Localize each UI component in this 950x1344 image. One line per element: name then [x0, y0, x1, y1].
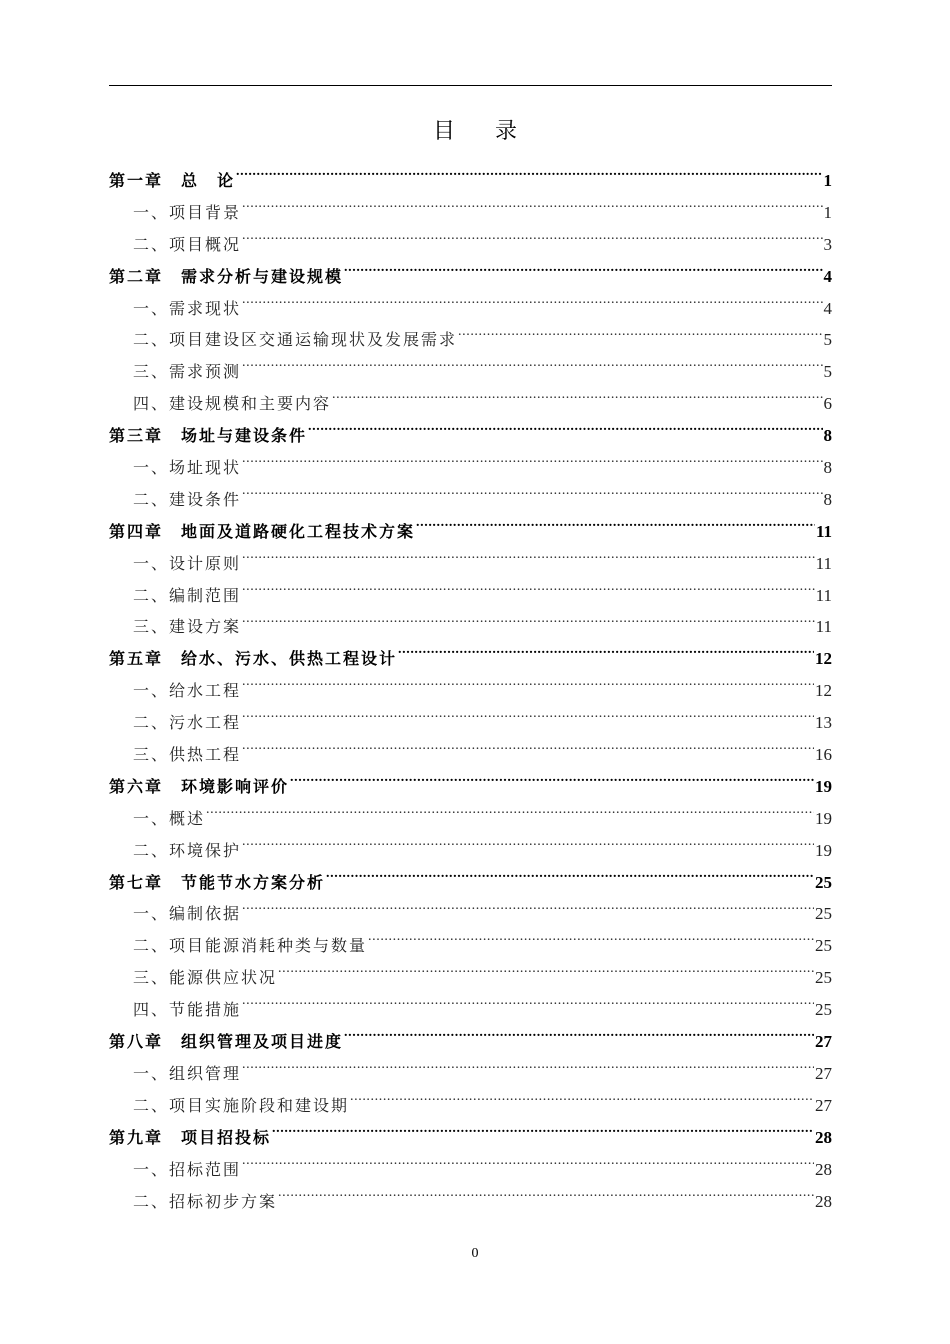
toc-entry-page: 27: [815, 1095, 832, 1115]
toc-chapter-entry[interactable]: [109, 165, 832, 197]
toc-leader-dots: [242, 234, 822, 250]
toc-entry-label: 三、能源供应状况: [133, 968, 278, 988]
toc-section-entry[interactable]: [109, 452, 832, 484]
toc-section-entry[interactable]: [109, 962, 832, 994]
toc-leader-dots: [398, 648, 814, 664]
toc-section-entry[interactable]: [109, 548, 832, 580]
toc-section-entry[interactable]: [109, 707, 832, 739]
toc-entry-label: 四、建设规模和主要内容: [133, 394, 332, 414]
toc-entry-page: 12: [815, 649, 832, 669]
table-of-contents: [109, 165, 832, 1217]
toc-section-entry[interactable]: [109, 388, 832, 420]
toc-entry-page: 6: [823, 394, 832, 414]
toc-section-entry[interactable]: [109, 803, 832, 835]
toc-entry-page: 12: [815, 681, 832, 701]
toc-entry-page: 25: [815, 968, 832, 988]
toc-entry-page: 8: [823, 458, 832, 478]
toc-leader-dots: [242, 744, 814, 760]
page-title: 目录: [432, 119, 557, 144]
toc-leader-dots: [242, 1063, 814, 1079]
toc-leader-dots: [242, 361, 822, 377]
toc-leader-dots: [332, 393, 822, 409]
toc-entry-label: 四、节能措施: [133, 1000, 242, 1020]
toc-entry-label: 一、项目背景: [133, 202, 242, 222]
toc-entry-page: 25: [815, 904, 832, 924]
toc-entry-label: 二、建设条件: [133, 489, 242, 509]
toc-entry-page: 11: [815, 553, 832, 573]
toc-entry-label: 一、编制依据: [133, 904, 242, 924]
toc-entry-label: 二、编制范围: [133, 585, 242, 605]
toc-leader-dots: [242, 553, 815, 569]
toc-entry-page: 28: [815, 1159, 832, 1179]
toc-chapter-entry[interactable]: [109, 1122, 832, 1154]
toc-entry-label: 一、设计原则: [133, 553, 242, 573]
toc-entry-page: 25: [815, 1000, 832, 1020]
toc-section-entry[interactable]: [109, 197, 832, 229]
toc-section-entry[interactable]: [109, 675, 832, 707]
toc-leader-dots: [206, 808, 814, 824]
toc-chapter-entry[interactable]: [109, 261, 832, 293]
toc-leader-dots: [368, 935, 814, 951]
toc-chapter-entry[interactable]: [109, 1026, 832, 1058]
toc-leader-dots: [278, 967, 814, 983]
toc-entry-page: 25: [815, 872, 832, 892]
toc-leader-dots: [458, 329, 822, 345]
toc-entry-label: 二、项目建设区交通运输现状及发展需求: [133, 330, 458, 350]
toc-entry-page: 28: [815, 1127, 832, 1147]
toc-leader-dots: [236, 170, 822, 186]
toc-section-entry[interactable]: [109, 1058, 832, 1090]
toc-entry-page: 11: [815, 521, 832, 541]
toc-entry-label: 二、项目实施阶段和建设期: [133, 1095, 350, 1115]
toc-entry-label: 三、供热工程: [133, 745, 242, 765]
toc-section-entry[interactable]: [109, 1154, 832, 1186]
toc-entry-page: 4: [823, 266, 832, 286]
toc-leader-dots: [242, 1159, 814, 1175]
toc-entry-page: 3: [823, 234, 832, 254]
toc-leader-dots: [242, 298, 822, 314]
toc-leader-dots: [308, 425, 822, 441]
toc-leader-dots: [242, 903, 814, 919]
toc-leader-dots: [416, 521, 815, 537]
toc-leader-dots: [344, 266, 822, 282]
toc-entry-label: 一、招标范围: [133, 1159, 242, 1179]
toc-entry-page: 5: [823, 362, 832, 382]
toc-leader-dots: [242, 202, 822, 218]
toc-entry-label: 二、污水工程: [133, 713, 242, 733]
toc-leader-dots: [242, 457, 822, 473]
toc-entry-label: 第五章 给水、污水、供热工程设计: [109, 649, 398, 669]
toc-leader-dots: [278, 1191, 814, 1207]
toc-entry-label: 第二章 需求分析与建设规模: [109, 266, 344, 286]
toc-entry-page: 1: [823, 171, 832, 190]
toc-entry-label: 二、项目能源消耗种类与数量: [133, 936, 368, 956]
toc-entry-page: 11: [815, 617, 832, 637]
toc-section-entry[interactable]: [109, 1186, 832, 1218]
toc-leader-dots: [242, 712, 814, 728]
toc-entry-label: 一、给水工程: [133, 681, 242, 701]
toc-entry-page: 25: [815, 936, 832, 956]
toc-entry-label: 三、需求预测: [133, 362, 242, 382]
toc-entry-label: 三、建设方案: [133, 617, 242, 637]
toc-entry-label: 第四章 地面及道路硬化工程技术方案: [109, 521, 416, 541]
toc-entry-page: 16: [815, 745, 832, 765]
page-number: 0: [471, 1246, 479, 1261]
toc-leader-dots: [350, 1095, 814, 1111]
toc-section-entry[interactable]: [109, 324, 832, 356]
toc-entry-label: 第七章 节能节水方案分析: [109, 872, 326, 892]
header-rule: [109, 85, 832, 86]
toc-entry-page: 11: [815, 585, 832, 605]
toc-entry-page: 1: [823, 202, 832, 222]
toc-entry-page: 5: [823, 330, 832, 350]
toc-leader-dots: [242, 616, 815, 632]
toc-entry-label: 一、概述: [133, 808, 206, 828]
toc-section-entry[interactable]: [109, 229, 832, 261]
toc-chapter-entry[interactable]: [109, 420, 832, 452]
toc-section-entry[interactable]: [109, 739, 832, 771]
toc-entry-label: 二、环境保护: [133, 840, 242, 860]
toc-leader-dots: [326, 872, 814, 888]
toc-leader-dots: [242, 680, 814, 696]
toc-entry-label: 第一章 总 论: [109, 171, 236, 190]
toc-entry-page: 19: [815, 776, 832, 796]
toc-entry-label: 第三章 场址与建设条件: [109, 426, 308, 446]
toc-entry-page: 19: [815, 840, 832, 860]
toc-entry-page: 19: [815, 808, 832, 828]
toc-section-entry[interactable]: [109, 484, 832, 516]
toc-entry-page: 28: [815, 1191, 832, 1211]
toc-entry-page: 27: [815, 1032, 832, 1052]
toc-leader-dots: [272, 1127, 814, 1143]
toc-section-entry[interactable]: [109, 356, 832, 388]
toc-leader-dots: [242, 999, 814, 1015]
toc-entry-page: 4: [823, 298, 832, 318]
toc-entry-page: 13: [815, 713, 832, 733]
toc-leader-dots: [290, 776, 814, 792]
toc-entry-label: 二、项目概况: [133, 234, 242, 254]
toc-section-entry[interactable]: [109, 898, 832, 930]
toc-entry-label: 第八章 组织管理及项目进度: [109, 1032, 344, 1052]
toc-section-entry[interactable]: [109, 835, 832, 867]
toc-chapter-entry[interactable]: [109, 516, 832, 548]
toc-leader-dots: [242, 585, 815, 601]
toc-section-entry[interactable]: [109, 994, 832, 1026]
toc-entry-label: 二、招标初步方案: [133, 1191, 278, 1211]
toc-entry-label: 第九章 项目招投标: [109, 1127, 272, 1147]
toc-leader-dots: [242, 840, 814, 856]
toc-chapter-entry[interactable]: [109, 867, 832, 899]
toc-entry-page: 8: [823, 426, 832, 446]
toc-section-entry[interactable]: [109, 580, 832, 612]
toc-entry-page: 8: [823, 489, 832, 509]
toc-leader-dots: [344, 1031, 814, 1047]
toc-section-entry[interactable]: [109, 1090, 832, 1122]
toc-entry-label: 一、场址现状: [133, 458, 242, 478]
toc-section-entry[interactable]: [109, 611, 832, 643]
toc-entry-label: 第六章 环境影响评价: [109, 776, 290, 796]
toc-chapter-entry[interactable]: [109, 771, 832, 803]
toc-entry-label: 一、组织管理: [133, 1063, 242, 1083]
toc-entry-page: 27: [815, 1063, 832, 1083]
toc-entry-label: 一、需求现状: [133, 298, 242, 318]
toc-section-entry[interactable]: [109, 293, 832, 325]
toc-chapter-entry[interactable]: [109, 643, 832, 675]
toc-leader-dots: [242, 489, 822, 505]
toc-section-entry[interactable]: [109, 930, 832, 962]
